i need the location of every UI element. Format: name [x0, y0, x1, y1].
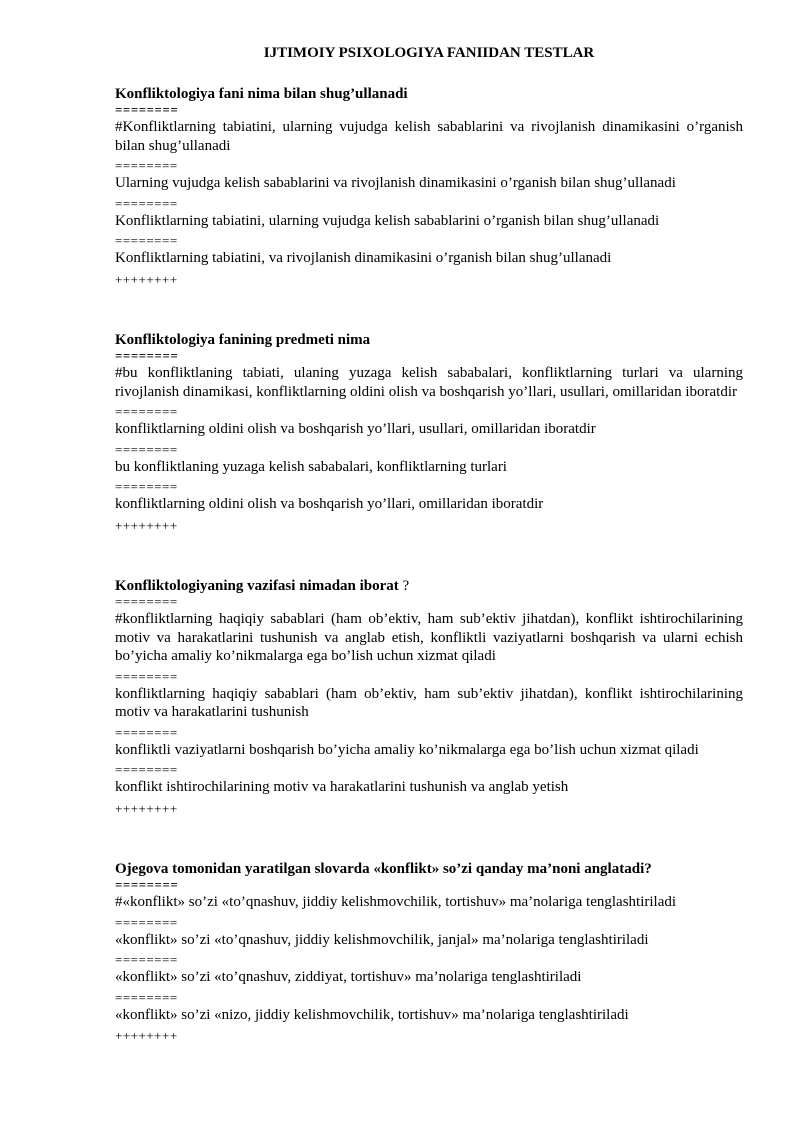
answer-option: konfliktlarning oldini olish va boshqarish yo’llari, usullari, omillaridan iboratdir — [115, 421, 596, 437]
question-block — [115, 860, 743, 1044]
separator: ======== — [115, 158, 178, 173]
answer-option: #«konflikt» so’zi «to’qnashuv, jiddiy kelishmovchilik, tortishuv» ma’nolariga tenglashtiriladi — [115, 894, 677, 910]
separator: ======== — [115, 877, 179, 892]
answer-option: «konflikt» so’zi «nizo, jiddiy kelishmovchilik, tortishuv» ma’nolariga tenglashtiriladi — [115, 1006, 629, 1023]
separator: ======== — [115, 441, 178, 457]
answer-option: Konfliktlarning tabiatini, ularning vujudga kelish sabablarini o’rganish bilan shug’ullanadi — [115, 212, 660, 229]
separator: ======== — [115, 594, 178, 609]
answer-option: Konfliktlarning tabiatini, va rivojlanish dinamikasini o’rganish bilan shug’ullanadi — [115, 250, 612, 266]
separator: ======== — [115, 348, 179, 363]
separator: ======== — [115, 914, 178, 930]
separator: ======== — [115, 952, 178, 967]
question-text: Ojegova tomonidan yaratilgan slovarda «konflikt» so’zi qanday ma’noni anglatadi? — [115, 860, 652, 877]
answer-option: Ularning vujudga kelish sabablarini va rivojlanish dinamikasini o’rganish bilan shug’ullanadi — [115, 175, 676, 191]
answer-option: konfliktlarning oldini olish va boshqarish yo’llari, omillaridan iboratdir — [115, 496, 544, 512]
question-block — [115, 85, 743, 287]
answer-option: konflikt ishtirochilarining motiv va harakatlarini tushunish va anglab yetish — [115, 779, 569, 795]
answer-option: #konfliktlarning haqiqiy sabablari (ham ob’ektiv, ham sub’ektiv jihatdan), konflikt ishtirochilarining motiv va harakatlarini tushunish va anglab etish, konfliktli vaziyatlarni boshqarish va ularni echish bo’yicha amaliy ko’nikmalarga ega bo’lish uchun xizmat qiladi — [115, 611, 743, 664]
separator: ======== — [115, 724, 178, 740]
answer-option: «konflikt» so’zi «to’qnashuv, jiddiy kelishmovchilik, janjal» ma’nolariga tenglashtiriladi — [115, 931, 649, 948]
separator: ======== — [115, 762, 178, 777]
question-block — [115, 577, 743, 816]
question-block — [115, 331, 743, 533]
question-text: Konfliktologiyaning vazifasi nimadan iborat ? — [115, 577, 410, 594]
end-marker: ++++++++ — [115, 800, 178, 816]
answer-option: konfliktli vaziyatlarni boshqarish bo’yicha amaliy ko’nikmalarga ega bo’lish uchun xizmat qiladi — [115, 741, 699, 758]
separator: ======== — [115, 195, 178, 211]
question-text: Konfliktologiya fani nima bilan shug’ullanadi — [115, 85, 408, 102]
answer-option: konfliktlarning haqiqiy sabablari (ham ob’ektiv, ham sub’ektiv jihatdan), konflikt ishtirochilarining motiv va harakatlarini tushunish — [115, 685, 743, 720]
separator: ======== — [115, 989, 178, 1005]
end-marker: ++++++++ — [115, 271, 178, 287]
answer-option: #Konfliktlarning tabiatini, ularning vujudga kelish sabablarini va rivojlanish dinamikasini o’rganish bilan shug’ullanadi — [115, 119, 743, 154]
separator: ======== — [115, 479, 178, 494]
answer-option: «konflikt» so’zi «to’qnashuv, ziddiyat, tortishuv» ma’nolariga tenglashtiriladi — [115, 969, 582, 985]
end-marker: ++++++++ — [115, 517, 178, 533]
document-title: IJTIMOIY PSIXOLOGIYA FANIIDAN TESTLAR — [263, 45, 595, 61]
separator: ======== — [115, 102, 179, 117]
separator: ======== — [115, 668, 178, 684]
question-text: Konfliktologiya fanining predmeti nima — [115, 331, 371, 348]
document-page — [115, 44, 743, 1087]
answer-option: bu konfliktlaning yuzaga kelish sababalari, konfliktlarning turlari — [115, 458, 507, 475]
end-marker: ++++++++ — [115, 1028, 178, 1043]
answer-option: #bu konfliktlaning tabiati, ulaning yuzaga kelish sababalari, konfliktlarning turlari va ularning rivojlanish dinamikasi, konfliktlarning oldini olish va boshqarish yo’llari, usullari, omillaridan iboratdir — [115, 365, 743, 400]
separator: ======== — [115, 404, 178, 419]
separator: ======== — [115, 233, 178, 248]
